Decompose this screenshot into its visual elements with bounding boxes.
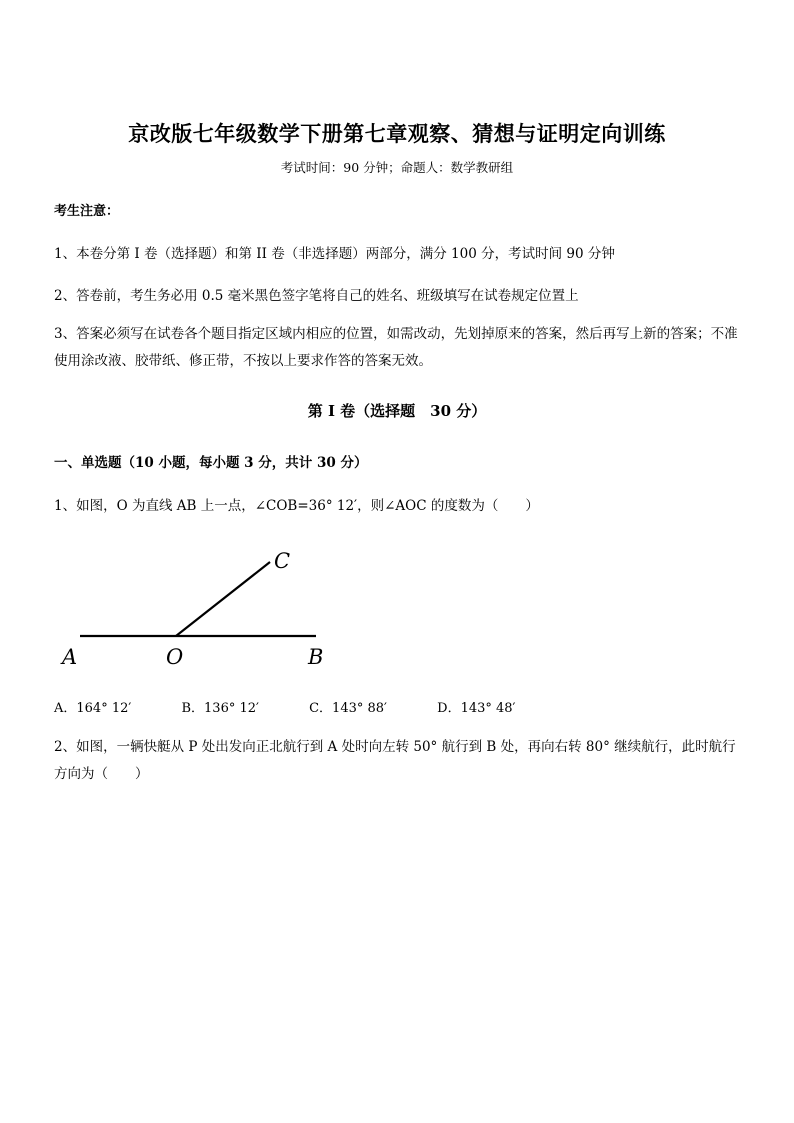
label-a: A — [62, 645, 78, 669]
question-1-options — [54, 697, 562, 716]
angle-figure — [58, 540, 348, 680]
option-a[interactable]: A．164° 12′ — [54, 701, 132, 716]
part-title: 一、单选题（10 小题，每小题 3 分，共计 30 分） — [54, 455, 368, 471]
notice-item-2: 2、答卷前，考生务必用 0.5 毫米黑色签字笔将自己的姓名、班级填写在试卷规定位置上 — [54, 288, 579, 304]
notice-item-3: 3、答案必须写在试卷各个题目指定区域内相应的位置，如需改动，先划掉原来的答案，然后再写上新的答案；不准使用涂改液、胶带纸、修正带，不按以上要求作答的答案无效。 — [54, 326, 738, 369]
label-o: O — [166, 645, 184, 669]
notice-item-1: 1、本卷分第 I 卷（选择题）和第 II 卷（非选择题）两部分，满分 100 分，考试时间 90 分钟 — [54, 246, 615, 262]
option-c[interactable]: C．143° 88′ — [309, 701, 387, 716]
page-title: 京改版七年级数学下册第七章观察、猜想与证明定向训练 — [128, 121, 666, 146]
notice-heading: 考生注意： — [54, 204, 120, 219]
ray-oc — [176, 562, 270, 636]
exam-info: 考试时间：90 分钟；命题人：数学教研组 — [280, 160, 514, 175]
label-c: C — [274, 549, 291, 573]
question-2-text: 2、如图，一辆快艇从 P 处出发向正北航行到 A 处时向左转 50° 航行到 B 处，再向右转 80° 继续航行，此时航行方向为（ ） — [54, 739, 736, 782]
option-d[interactable]: D．143° 48′ — [437, 701, 516, 716]
label-b: B — [308, 645, 324, 669]
question-1-text: 1、如图，O 为直线 AB 上一点，∠COB=36° 12′，则∠AOC 的度数为（ ） — [54, 498, 539, 514]
section-title: 第 I 卷（选择题 30 分） — [307, 402, 487, 420]
option-b[interactable]: B．136° 12′ — [181, 701, 259, 716]
